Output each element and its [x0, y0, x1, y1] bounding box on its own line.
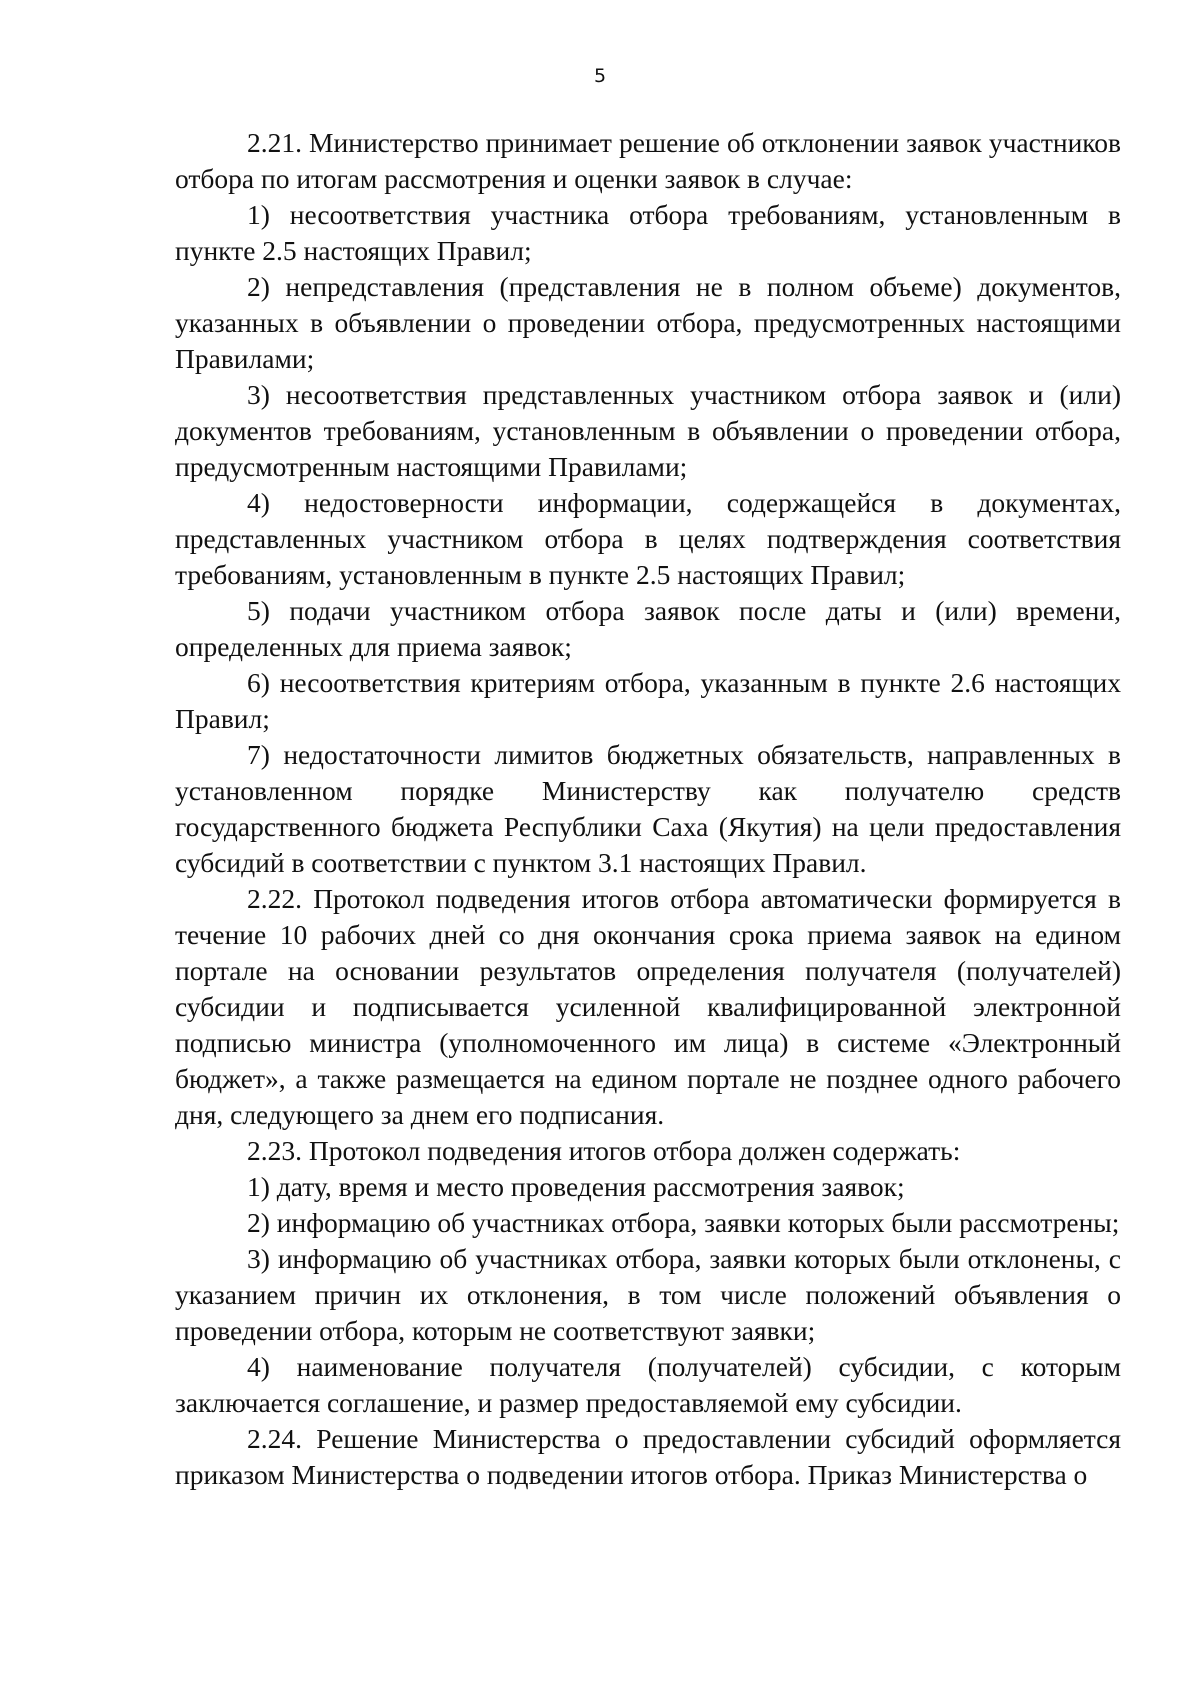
paragraph-2-23-item-4: 4) наименование получателя (получателей) субсидии, с которым заключается соглашение, и размер предоставляемой ему субсидии. [175, 1351, 1121, 1418]
paragraph-2-22: 2.22. Протокол подведения итогов отбора автоматически формируется в течение 10 рабочих дней со дня окончания срока приема заявок на едином портале на основании результатов определения получателя (получателей) субсидии и подписывается усиленной квалифицированной электронной подписью министра (уполномоченного им лица) в системе «Электронный бюджет», а также размещается на едином портале не позднее одного рабочего дня, следующего за днем его подписания. [175, 883, 1121, 1130]
paragraph-2-21: 2.21. Министерство принимает решение об отклонении заявок участников отбора по итогам рассмотрения и оценки заявок в случае: [175, 127, 1121, 194]
paragraph-2-21-item-2: 2) непредставления (представления не в полном объеме) документов, указанных в объявлении о проведении отбора, предусмотренных настоящими Правилами; [175, 271, 1121, 374]
paragraph-2-21-item-1: 1) несоответствия участника отбора требованиям, установленным в пункте 2.5 настоящих Правил; [175, 199, 1121, 266]
paragraph-2-23-item-2: 2) информацию об участниках отбора, заявки которых были рассмотрены; [247, 1207, 1120, 1238]
paragraph-2-21-item-3: 3) несоответствия представленных участником отбора заявок и (или) документов требованиям, установленным в объявлении о проведении отбора, предусмотренным настоящими Правилами; [175, 379, 1121, 482]
paragraph-2-21-item-6: 6) несоответствия критериям отбора, указанным в пункте 2.6 настоящих Правил; [175, 667, 1121, 734]
paragraph-2-23-item-3: 3) информацию об участниках отбора, заявки которых были отклонены, с указанием причин их отклонения, в том числе положений объявления о проведении отбора, которым не соответствуют заявки; [175, 1243, 1121, 1346]
paragraph-2-24: 2.24. Решение Министерства о предоставлении субсидий оформляется приказом Министерства о подведении итогов отбора. Приказ Министерства о [175, 1423, 1121, 1490]
document-body [175, 125, 1121, 1493]
paragraph-2-21-item-7: 7) недостаточности лимитов бюджетных обязательств, направленных в установленном порядке Министерству как получателю средств государственного бюджета Республики Саха (Якутия) на цели предоставления субсидий в соответствии с пунктом 3.1 настоящих Правил. [175, 739, 1121, 878]
page-number: 5 [593, 65, 607, 87]
paragraph-2-21-item-4: 4) недостоверности информации, содержащейся в документах, представленных участником отбора в целях подтверждения соответствия требованиям, установленным в пункте 2.5 настоящих Правил; [175, 487, 1121, 590]
paragraph-2-23: 2.23. Протокол подведения итогов отбора должен содержать: [247, 1135, 961, 1166]
paragraph-2-23-item-1: 1) дату, время и место проведения рассмотрения заявок; [247, 1171, 905, 1202]
paragraph-2-21-item-5: 5) подачи участником отбора заявок после даты и (или) времени, определенных для приема заявок; [175, 595, 1121, 662]
